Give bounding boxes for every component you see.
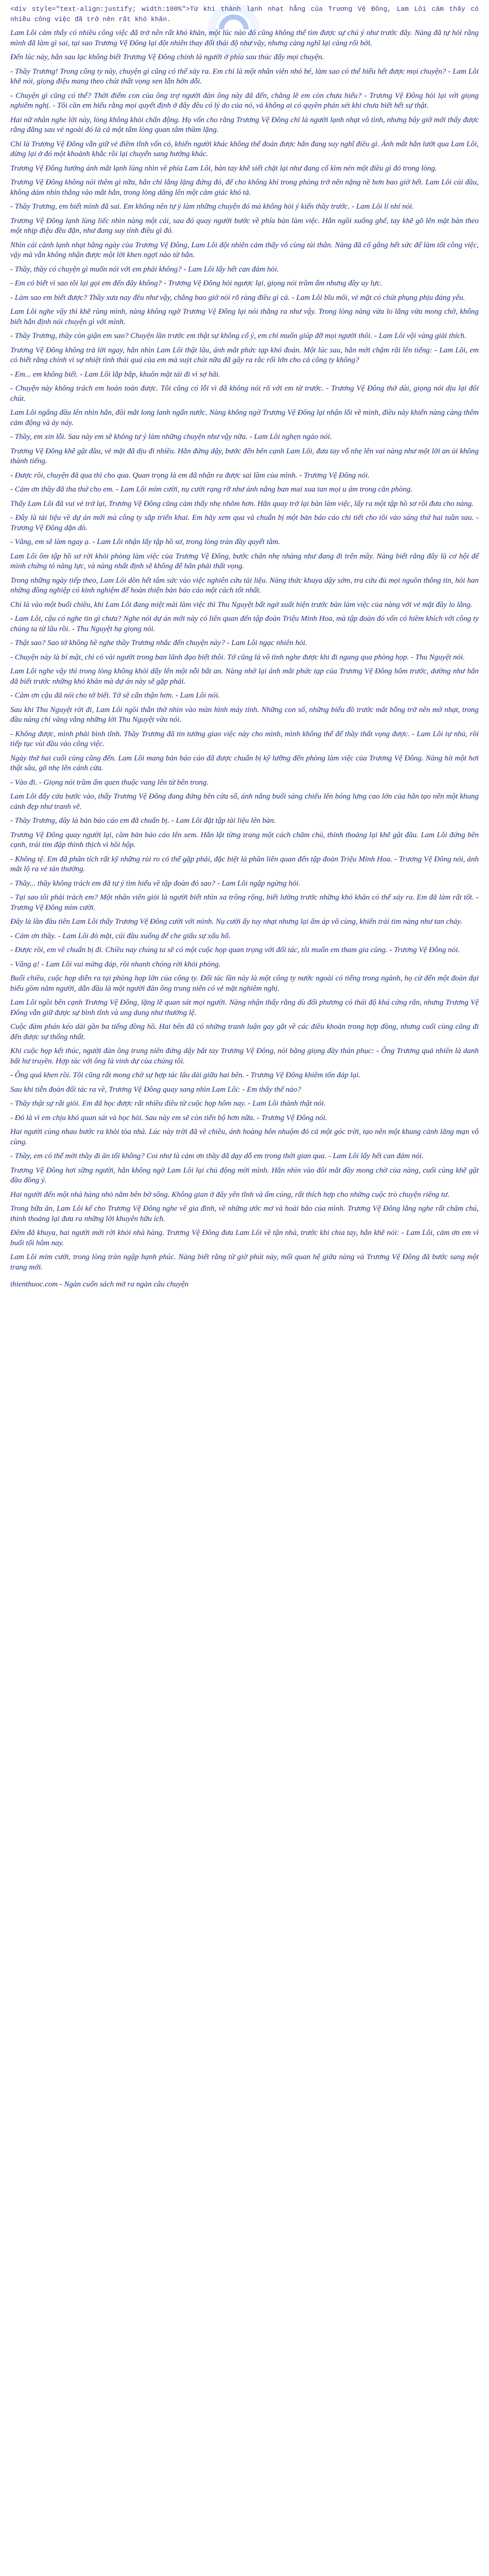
paragraph: Cuộc đàm phán kéo dài gần ba tiếng đồng hồ. Hai bên đã có những tranh luận gay gắt về các điều khoản trong hợp đồng, nhưng cuối cùng cũng đi đến được sự thống nhất. [10,1023,479,1041]
paragraph: - Đây là tài liệu về dự án mới mà công ty sắp triển khai. Em hãy xem qua và chuẩn bị một bản báo cáo chi tiết cho tôi vào sáng thứ hai tuần sau. - Trương Vệ Đông dặn dò. [10,514,479,532]
document-body [10,4,479,1294]
paragraph: Chỉ là vào một buổi chiều, khi Lam Lôi đang miệt mài làm việc thì Thu Nguyệt bất ngờ xuất hiện trước bàn làm việc của nàng với vẻ mặt đầy lo lắng. [10,600,473,609]
paragraph: - Thầy, em xin lỗi. Sau này em sẽ không tự ý làm những chuyện như vậy nữa. - Lam Lôi nghẹn ngào nói. [10,433,332,441]
paragraph: - Chuyện gì cũng có thể? Thời điểm con của ông trợ người đàn ông này đã đến, chẳng lẽ em còn chưa hiểu? - Trương Vệ Đông hỏi lại với giọng nghiêm nghị. - Tôi cần em hiểu rằng mọi quyết định ở đây đều có lý do của nó, và không ai có quyền phán xét khi chưa biết hết sự thật. [10,91,479,110]
paragraph: - Làm sao em biết được? Thầy xưa nay đều như vậy, chẳng bao giờ nói rõ ràng điều gì cả. - Lam Lôi bĩu môi, vẻ mặt có chút phụng phịu đáng yêu. [10,293,465,302]
paragraph: Trương Vệ Đông không nói thêm gì nữa, hắn chỉ lẳng lặng đứng đó, để cho không khí trong phòng trở nên nặng nề hơn bao giờ hết. Lam Lôi cúi đầu, không dám nhìn thẳng vào mắt hắn, trong lòng dâng lên một cảm giác khó tả. [10,178,479,197]
paragraph: Trương Vệ Đông lạnh lùng liếc nhìn nàng một cái, sau đó quay người bước về phía bàn làm việc. Hắn ngồi xuống ghế, tay khẽ gõ lên mặt bàn theo một nhịp điệu đều đặn, như đang suy tính điều gì đó. [10,216,479,235]
paragraph: Trương Vệ Đông không trả lời ngay, hắn nhìn Lam Lôi thật lâu, ánh mắt phức tạp khó đoán. Một lúc sau, hắn mới chậm rãi lên tiếng: - Lam Lôi, em có biết rằng chính vì sự nhiệt tình thái quá của em mà suýt chút nữa đã gây ra rắc rối lớn cho cả công ty không? [10,346,479,364]
paragraph: Hai người đến một nhà hàng nhỏ nằm bên bờ sông. Không gian ở đây yên tĩnh và ấm cúng, rất thích hợp cho những cuộc trò chuyện riêng tư. [10,1190,450,1199]
paragraph: Sau khi Thu Nguyệt rời đi, Lam Lôi ngồi thẫn thờ nhìn vào màn hình máy tính. Những con số, những biểu đồ trước mắt bỗng trở nên mờ nhạt, trong đầu nàng chỉ văng vẳng những lời Thu Nguyệt vừa nói. [10,705,479,724]
html-markup-line: <div style="text-align:justify; width:100%">Từ khi thành lạnh nhạt hẳng của Trương Vệ Đông, Lam Lôi cảm thấy có nhiều công việc đã trở nên rất khó khăn. [10,5,479,23]
paragraph: Hai người cùng nhau bước ra khỏi tòa nhà. Lúc này trời đã về chiều, ánh hoàng hôn nhuộm đỏ cả một góc trời, tạo nên một khung cảnh lãng mạn vô cùng. [10,1128,479,1146]
paragraph: - Thầy thật sự rất giỏi. Em đã học được rất nhiều điều từ cuộc họp hôm nay. - Lam Lôi thành thật nói. [10,1099,326,1108]
paragraph: Đây là lần đầu tiên Lam Lôi thấy Trương Vệ Đông cười với mình. Nụ cười ấy tuy nhạt nhưng lại ấm áp vô cùng, khiến trái tim nàng như tan chảy. [10,918,462,926]
paragraph: - Chuyện này không trách em hoàn toàn được. Tôi cũng có lỗi vì đã không nói rõ với em từ trước. - Trương Vệ Đông thở dài, giọng nói dịu lại đôi chút. [10,384,479,403]
paragraph: - Không được, mình phải bình tĩnh. Thầy Trương đã tin tưởng giao việc này cho mình, mình không thể để thầy thất vọng được. - Lam Lôi tự nhủ, rồi tiếp tục vùi đầu vào công việc. [10,730,479,748]
paragraph: Buổi chiều, cuộc họp diễn ra tại phòng họp lớn của công ty. Đối tác lần này là một công ty nước ngoài có tiếng trong ngành, họ cử đến một đoàn đại biểu gồm năm người, dẫn đầu là một người đàn ông trung niên có vẻ mặt nghiêm nghị. [10,974,479,993]
paragraph: Trong những ngày tiếp theo, Lam Lôi dồn hết tâm sức vào việc nghiên cứu tài liệu. Nàng thức khuya dậy sớm, tra cứu đủ mọi nguồn thông tin, hỏi han những đồng nghiệp có kinh nghiệm để hoàn thiện bản báo cáo một cách tốt nhất. [10,576,479,595]
paragraph: - Em có biết vì sao tôi lại gọi em đến đây không? - Trương Vệ Đông hỏi ngược lại, giọng nói trầm ấm nhưng đầy uy lực. [10,279,382,287]
paragraph: Trương Vệ Đông khẽ gật đầu, vẻ mặt đã dịu đi nhiều. Hắn đứng dậy, bước đến bên cạnh Lam Lôi, đưa tay vỗ nhẹ lên vai nàng như một lời an ủi không thành tiếng. [10,447,479,465]
paragraph: Trong bữa ăn, Lam Lôi kể cho Trương Vệ Đông nghe về gia đình, về những ước mơ và hoài bão của mình. Trương Vệ Đông lắng nghe rất chăm chú, thỉnh thoảng lại đưa ra những lời khuyên hữu ích. [10,1205,479,1223]
paragraph: Lam Lôi ngồi bên cạnh Trương Vệ Đông, lặng lẽ quan sát mọi người. Nàng nhận thấy rằng dù đối phương có thái độ khá cứng rắn, nhưng Trương Vệ Đông vẫn giữ được sự bình tĩnh và ung dung như thường lệ. [10,998,479,1017]
paragraph: - Vâng, em sẽ làm ngay ạ. - Lam Lôi nhận lấy tập hồ sơ, trong lòng tràn đầy quyết tâm. [10,538,281,546]
paragraph: Ngày thứ hai cuối cùng cũng đến. Lam Lôi mang bản báo cáo đã được chuẩn bị kỹ lưỡng đến phòng làm việc của Trương Vệ Đông. Nàng hít một hơi thật sâu, gõ nhẹ lên cánh cửa. [10,754,479,772]
paragraph: - Không tệ. Em đã phân tích rất kỹ những rủi ro có thể gặp phải, đặc biệt là phần liên quan đến tập đoàn Triệu Minh Hoa. - Trương Vệ Đông nói, ánh mắt lộ ra vẻ tán thưởng. [10,855,479,873]
paragraph: Sau khi tiễn đoàn đối tác ra về, Trương Vệ Đông quay sang nhìn Lam Lôi: - Em thấy thế nào? [10,1085,301,1094]
paragraph: - Được rồi, chuyện đã qua thì cho qua. Quan trọng là em đã nhận ra được sai lầm của mình. - Trương Vệ Đông nói. [10,471,370,480]
paragraph: - Thầy Trương, thầy còn giận em sao? Chuyện lần trước em thật sự không cố ý, em chỉ muốn giúp đỡ mọi người thôi. - Lam Lôi vội vàng giải thích. [10,332,466,340]
paragraph: Trương Vệ Đông hướng ánh mắt lạnh lùng nhìn về phía Lam Lôi, bàn tay khẽ siết chặt lại như đang cố kìm nén một điều gì đó trong lòng. [10,164,437,173]
paragraph: - Cảm ơn cậu đã nói cho tớ biết. Tớ sẽ cẩn thận hơn. - Lam Lôi nói. [10,691,220,700]
paragraph: - Đó là vì em chịu khó quan sát và học hỏi. Sau này em sẽ còn tiến bộ hơn nữa. - Trương Vệ Đông nói. [10,1113,327,1122]
paragraph: - Ông quá khen rồi. Tôi cũng rất mong chờ sự hợp tác lâu dài giữa hai bên. - Trương Vệ Đông khiêm tốn đáp lại. [10,1071,361,1079]
paragraph: - Tại sao tôi phải trách em? Một nhân viên giỏi là người biết nhìn xa trông rộng, biết lường trước những khó khăn có thể xảy ra. Em đã làm rất tốt. - Trương Vệ Đông mỉm cười. [10,893,479,912]
paragraph: Trương Vệ Đông quay người lại, cầm bản báo cáo lên xem. Hắn lật từng trang một cách chăm chú, thỉnh thoảng lại khẽ gật đầu. Lam Lôi đứng bên cạnh, trái tim đập thình thịch vì hồi hộp. [10,831,479,849]
paragraph: - Thầy Trương! Trong công ty này, chuyện gì cũng có thể xảy ra. Em chỉ là một nhân viên nhỏ bé, làm sao có thể hiểu hết được mọi chuyện? - Lam Lôi khẽ nói, giọng điệu mang theo chút thất vọng xen lẫn hờn dỗi. [10,67,479,86]
paragraph: Lam Lôi mỉm cười, trong lòng tràn ngập hạnh phúc. Nàng biết rằng từ giờ phút này, mối quan hệ giữa nàng và Trương Vệ Đông đã bước sang một trang mới. [10,1253,479,1272]
paragraph: - Cảm ơn thầy. - Lam Lôi đỏ mặt, cúi đầu xuống để che giấu sự xấu hổ. [10,931,231,940]
paragraph: - Em... em không biết. - Lam Lôi lắp bắp, khuôn mặt tái đi vì sợ hãi. [10,370,220,379]
paragraph-list [10,28,479,1273]
paragraph: Lam Lôi ngẩng đầu lên nhìn hắn, đôi mắt long lanh ngấn nước. Nàng không ngờ Trương Vệ Đông lại nhận lỗi về mình, điều này khiến nàng càng thêm cảm động và áy náy. [10,409,479,427]
paragraph: Lam Lôi cảm thấy có nhiều công việc đã trở nên rất khó khăn, một lúc nào đó cũng không thể tìm được sự chú ý như trước đây. Nàng đã tự hỏi rằng mình đã làm gì sai, tại sao Trương Vệ Đông lại đột nhiên thay đổi thái độ như vậy, nhưng càng nghĩ lại càng rối bời. [10,29,479,47]
paragraph: - Vâng ạ! - Lam Lôi vui mừng đáp, rồi nhanh chóng rời khỏi phòng. [10,960,221,969]
paragraph: - Vào đi. - Giọng nói trầm ấm quen thuộc vang lên từ bên trong. [10,778,209,787]
paragraph: Lam Lôi đẩy cửa bước vào, thấy Trương Vệ Đông đang đứng bên cửa sổ, ánh nắng buổi sáng chiếu lên bóng lưng cao lớn của hắn tạo nên một khung cảnh đẹp như tranh vẽ. [10,792,479,811]
paragraph: - Thầy, em có thể mời thầy đi ăn tối không? Coi như là cảm ơn thầy đã dạy dỗ em trong thời gian qua. - Lam Lôi lấy hết can đảm nói. [10,1152,424,1160]
paragraph: - Được rồi, em về chuẩn bị đi. Chiều nay chúng ta sẽ có một cuộc họp quan trọng với đối tác, tôi muốn em tham gia cùng. - Trương Vệ Đông nói. [10,946,460,954]
paragraph: Khi cuộc họp kết thúc, người đàn ông trung niên đứng dậy bắt tay Trương Vệ Đông, nói bằng giọng đầy thán phục: - Ông Trương quả nhiên là danh bất hư truyền. Hợp tác với ông là vinh dự của chúng tôi. [10,1047,479,1065]
paragraph: - Thật sao? Sao tớ không hề nghe thầy Trương nhắc đến chuyện này? - Lam Lôi ngạc nhiên hỏi. [10,639,307,647]
paragraph: Thấy Lam Lôi đã vui vẻ trở lại, Trương Vệ Đông cũng cảm thấy nhẹ nhõm hơn. Hắn quay trở lại bàn làm việc, lấy ra một tập hồ sơ rồi đưa cho nàng. [10,499,474,508]
paragraph: - Thầy... thầy không trách em đã tự ý tìm hiểu về tập đoàn đó sao? - Lam Lôi ngập ngừng hỏi. [10,879,301,888]
paragraph: Lam Lôi ôm tập hồ sơ rời khỏi phòng làm việc của Trương Vệ Đông, bước chân nhẹ nhàng như đang đi trên mây. Nàng biết rằng đây là cơ hội để mình chứng tỏ năng lực, và nàng nhất định sẽ không để hắn phải thất vọng. [10,552,479,570]
paragraph: - Thầy Trương, đây là bản báo cáo em đã chuẩn bị. - Lam Lôi đặt tập tài liệu lên bàn. [10,817,276,825]
paragraph: - Lam Lôi, cậu có nghe tin gì chưa? Nghe nói dự án mới này có liên quan đến tập đoàn Triệu Minh Hoa, mà tập đoàn đó vốn có hiềm khích với công ty chúng ta từ lâu rồi. - Thu Nguyệt hạ giọng nói. [10,615,479,633]
footer-note: thienthuoc.com - Ngàn cuốn sách mở ra ngàn câu chuyện [10,1280,189,1289]
paragraph: Đến lúc này, hẳn sau lạc không biết Trương Vệ Đông chính là người ở phía sau thúc đẩy mọi chuyện. [10,53,324,61]
paragraph: Lam Lôi nghe vậy thì trong lòng không khỏi dấy lên một nỗi bất an. Nàng nhớ lại ánh mắt phức tạp của Trương Vệ Đông hôm trước, dường như hắn đã biết trước những khó khăn mà dự án này sẽ gặp phải. [10,667,479,686]
paragraph: - Thầy, thầy có chuyện gì muốn nói với em phải không? - Lam Lôi lấy hết can đảm hỏi. [10,265,279,274]
paragraph: - Cảm ơn thầy đã tha thứ cho em. - Lam Lôi mỉm cười, nụ cười rạng rỡ như ánh nắng ban mai xua tan mọi u ám trong căn phòng. [10,485,413,494]
paragraph: Chỉ là Trương Vệ Đông vẫn giữ vẻ điềm tĩnh vốn có, khiến người khác không thể đoán được hắn đang suy nghĩ điều gì. Ánh mắt hắn lướt qua Lam Lôi, dừng lại ở đó một khoảnh khắc rồi lại chuyển sang hướng khác. [10,140,479,158]
paragraph: Lam Lôi nghe vậy thì khẽ rùng mình, nàng không ngờ Trương Vệ Đông lại nói thẳng ra như vậy. Trong lòng nàng vừa lo lắng vừa mong chờ, không biết hắn định nói chuyện gì với mình. [10,308,479,326]
paragraph: Trương Vệ Đông hơi sững người, hắn không ngờ Lam Lôi lại chủ động mời mình. Hắn nhìn vào đôi mắt đầy mong chờ của nàng, cuối cùng khẽ gật đầu đồng ý. [10,1166,479,1184]
paragraph: - Thầy Trương, em biết mình đã sai. Em không nên tự ý làm những chuyện đó mà không hỏi ý kiến thầy trước. - Lam Lôi lí nhí nói. [10,202,414,211]
paragraph: Đêm đã khuya, hai người mới rời khỏi nhà hàng. Trương Vệ Đông đưa Lam Lôi về tận nhà, trước khi chia tay, hắn khẽ nói: - Lam Lôi, cảm ơn em vì buổi tối hôm nay. [10,1229,479,1247]
paragraph: Hai nữ nhân nghe lời này, lòng không khỏi chấn động. Họ vốn cho rằng Trương Vệ Đông chỉ là người lạnh nhạt vô tình, nhưng bây giờ mới thấy được rằng đằng sau vẻ ngoài đó là cả một tấm lòng quan tâm thầm lặng. [10,115,479,134]
paragraph: - Chuyện này là bí mật, chỉ có vài người trong ban lãnh đạo biết thôi. Tớ cũng là vô tình nghe được khi đi ngang qua phòng họp. - Thu Nguyệt nói. [10,653,465,662]
paragraph: Nhìn cái cảnh lạnh nhạt hằng ngày của Trương Vệ Đông, Lam Lôi đột nhiên cảm thấy vô cùng tủi thân. Nàng đã cố gắng hết sức để làm tốt công việc, vậy mà vẫn không nhận được một lời khen ngợi nào từ hắn. [10,241,479,259]
